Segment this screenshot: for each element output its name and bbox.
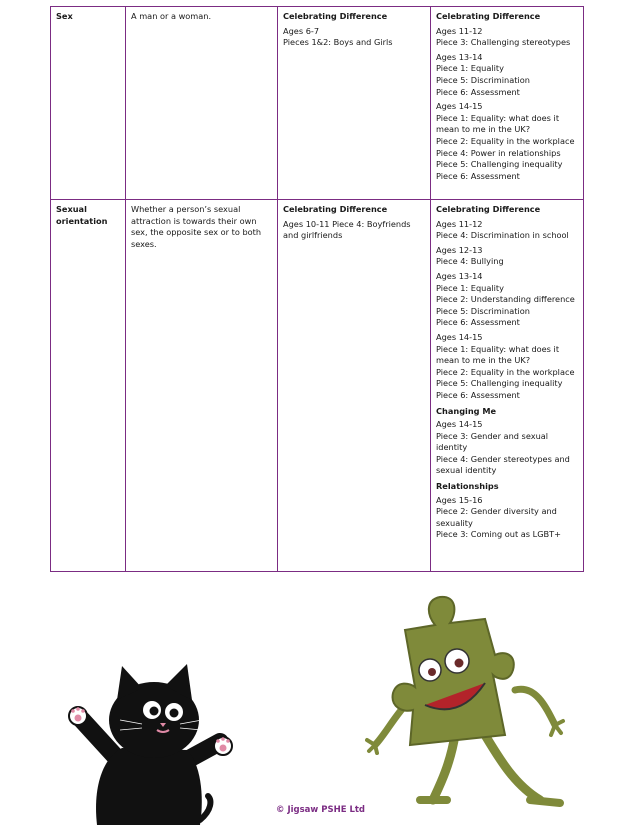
piece-item: Piece 3: Gender and sexual identity [436,430,549,453]
piece-item: Piece 2: Equality in the workplace [436,366,575,377]
age-label: Ages 15-16 [436,494,483,505]
age-label: Ages 14-15 [436,419,483,430]
piece-item: Piece 6: Assessment [436,86,520,97]
piece-item: Piece 4: Gender stereotypes and sexual identity [436,453,570,476]
age-group [436,101,578,182]
piece-item: Piece 1: Equality: what does it mean to me in the UK? [436,343,560,366]
piece-item: Piece 4: Discrimination in school [436,230,569,241]
age-label: Ages 11-12 [436,218,483,229]
primary-cell [278,200,431,572]
secondary-heading: Celebrating Difference [436,204,541,214]
age-group [436,219,578,242]
puzzle-piece-mascot-icon [365,595,590,810]
age-label: Ages 12-13 [436,244,483,255]
piece-item: Piece 5: Discrimination [436,74,530,85]
section-heading: Changing Me [436,405,497,416]
age-label: Ages 14-15 [436,101,483,112]
age-group [436,26,578,49]
primary-heading: Celebrating Difference [283,11,388,21]
age-label: Ages 13-14 [436,270,483,281]
primary-cell [278,7,431,200]
piece-item: Piece 2: Gender diversity and sexuality [436,506,557,528]
copyright-footer: © Jigsaw PSHE Ltd [276,805,366,815]
piece-item: Piece 1: Equality [436,63,504,74]
age-group [436,332,578,402]
piece-item: Piece 4: Power in relationships [436,147,561,158]
primary-line: Ages 10-11 Piece 4: Boyfriends and girlfriends [283,218,411,241]
piece-item: Piece 3: Coming out as LGBT+ [436,529,562,540]
age-label: Ages 14-15 [436,331,483,342]
section-heading: Relationships [436,481,499,492]
definition-cell: A man or a woman. [126,7,278,200]
primary-line: Ages 6-7 [283,25,320,36]
secondary-cell [431,200,584,572]
cat-mascot-icon [62,660,237,825]
curriculum-table [50,6,584,572]
piece-item: Piece 5: Discrimination [436,305,530,316]
definition-cell: Whether a person’s sexual attraction is towards their own sex, the opposite sex or to both sexes. [126,200,278,572]
secondary-heading: Celebrating Difference [436,11,541,21]
piece-item: Piece 5: Challenging inequality [436,159,563,170]
table-row [51,200,584,572]
piece-item: Piece 1: Equality [436,282,504,293]
piece-item: Piece 6: Assessment [436,317,520,328]
age-label: Ages 13-14 [436,51,483,62]
piece-item: Piece 3: Challenging stereotypes [436,37,571,48]
piece-item: Piece 4: Bullying [436,256,504,267]
age-group [436,245,578,268]
age-group [436,271,578,329]
piece-item: Piece 1: Equality: what does it mean to me in the UK? [436,112,560,135]
piece-item: Piece 2: Understanding difference [436,294,575,305]
age-group [436,419,578,477]
term-cell: Sexual orientation [51,200,126,572]
age-label: Ages 11-12 [436,25,483,36]
primary-line: Pieces 1&2: Boys and Girls [283,37,393,48]
age-group [436,495,578,541]
piece-item: Piece 6: Assessment [436,170,520,181]
primary-heading: Celebrating Difference [283,204,388,214]
term-cell: Sex [51,7,126,200]
piece-item: Piece 2: Equality in the workplace [436,135,575,146]
piece-item: Piece 5: Challenging inequality [436,378,563,389]
piece-item: Piece 6: Assessment [436,389,520,400]
secondary-cell [431,7,584,200]
age-group [436,52,578,98]
table-row [51,7,584,200]
